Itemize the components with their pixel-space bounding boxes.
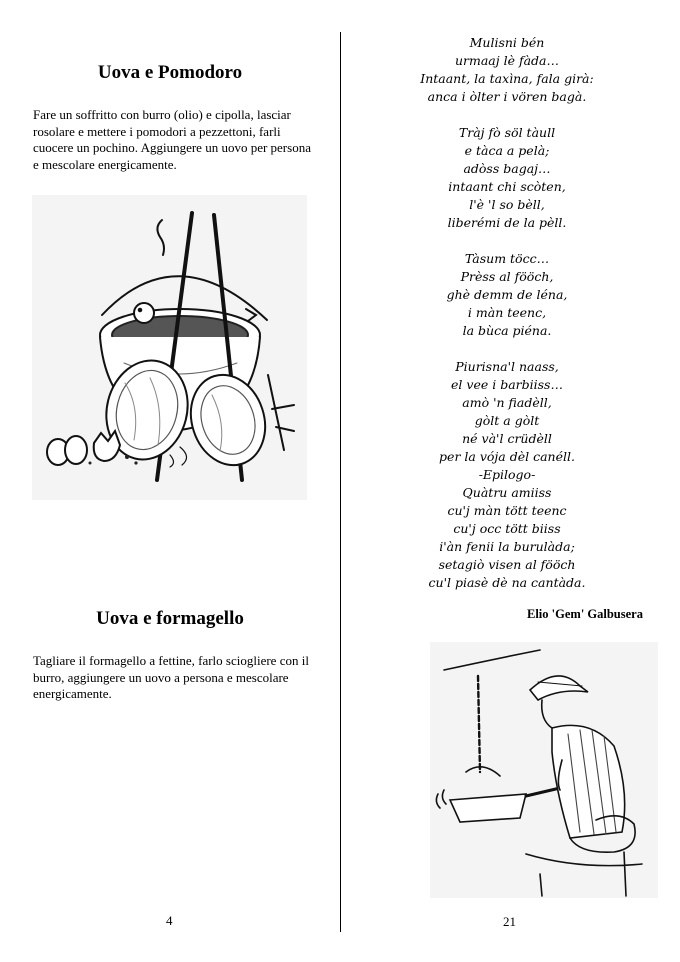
poem-line: e tàca a pelà;: [464, 143, 550, 158]
poem-line: né và'l crüdèll: [462, 431, 552, 446]
poem-line: anca i òlter i vören bagà.: [427, 89, 587, 104]
page-number-left: 4: [166, 913, 173, 928]
poem-epilogue-heading: -Epilogo-: [478, 467, 536, 482]
poem-line: cu'l piasè dè na cantàda.: [428, 575, 586, 590]
poem-author: Elio 'Gem' Galbusera: [527, 607, 643, 621]
poem-line: amò 'n fiadèll,: [462, 395, 552, 410]
poem-line: cu'j occ tött biiss: [453, 521, 561, 536]
poem-stanza: [372, 250, 642, 340]
eggs-and-pan-illustration: [32, 195, 307, 500]
poem-line: setagiò visen al fööch: [438, 557, 576, 572]
poem-line: Tràj fò söl tàull: [458, 125, 556, 140]
poem-line: Tàsum töcc…: [464, 251, 550, 266]
poem-line: intaant chi scòten,: [448, 179, 566, 194]
poem-line: Mulisni bén: [469, 35, 545, 50]
poem: [372, 34, 642, 592]
poem-stanza: [372, 124, 642, 232]
page-divider: [340, 32, 341, 932]
poem-line: adòss bagaj…: [463, 161, 551, 176]
poem-stanza: [372, 34, 642, 106]
poem-line: liberémi de la pèll.: [447, 215, 567, 230]
poem-line: i'àn fenii la burulàda;: [439, 539, 575, 554]
poem-line: Intaant, la taxìna, fala girà:: [420, 71, 594, 86]
poem-stanza: [372, 358, 642, 592]
poem-line: la bùca piéna.: [462, 323, 552, 338]
poem-line: i màn teenc,: [467, 305, 547, 320]
poem-line: l'è 'l so bèll,: [469, 197, 545, 212]
poem-line: el vee i barbiiss…: [451, 377, 563, 392]
poem-line: cu'j màn tött teenc: [447, 503, 567, 518]
poem-line: ghè demm de léna,: [446, 287, 568, 302]
poem-line: urmaaj lè fàda…: [454, 53, 560, 68]
poem-line: Prèss al fööch,: [460, 269, 554, 284]
recipe-text-uova-formagello: Tagliare il formagello a fettine, farlo sciogliere con il burro, aggiungere un uovo a persona e mescolare energicamente.: [33, 653, 309, 701]
page-number-right: 21: [503, 914, 516, 929]
recipe-title-uova-formagello: Uova e formagello: [96, 608, 244, 629]
recipe-text-uova-pomodoro: Fare un soffritto con burro (olio) e cipolla, lasciar rosolare e mettere i pomodori a pezzettoni, farli cuocere un pochino. Aggiungere un uovo per persona e mescolare energicamente.: [33, 107, 311, 172]
poem-line: gòlt a gòlt: [474, 413, 540, 428]
recipe-title-uova-pomodoro: Uova e Pomodoro: [97, 62, 243, 83]
poem-line: per la vója dèl canéll.: [439, 449, 575, 464]
poem-line: Quàtru amiiss: [462, 485, 552, 500]
poem-line: Piurisna'l naass,: [455, 359, 559, 374]
man-cooking-illustration: [430, 642, 658, 898]
